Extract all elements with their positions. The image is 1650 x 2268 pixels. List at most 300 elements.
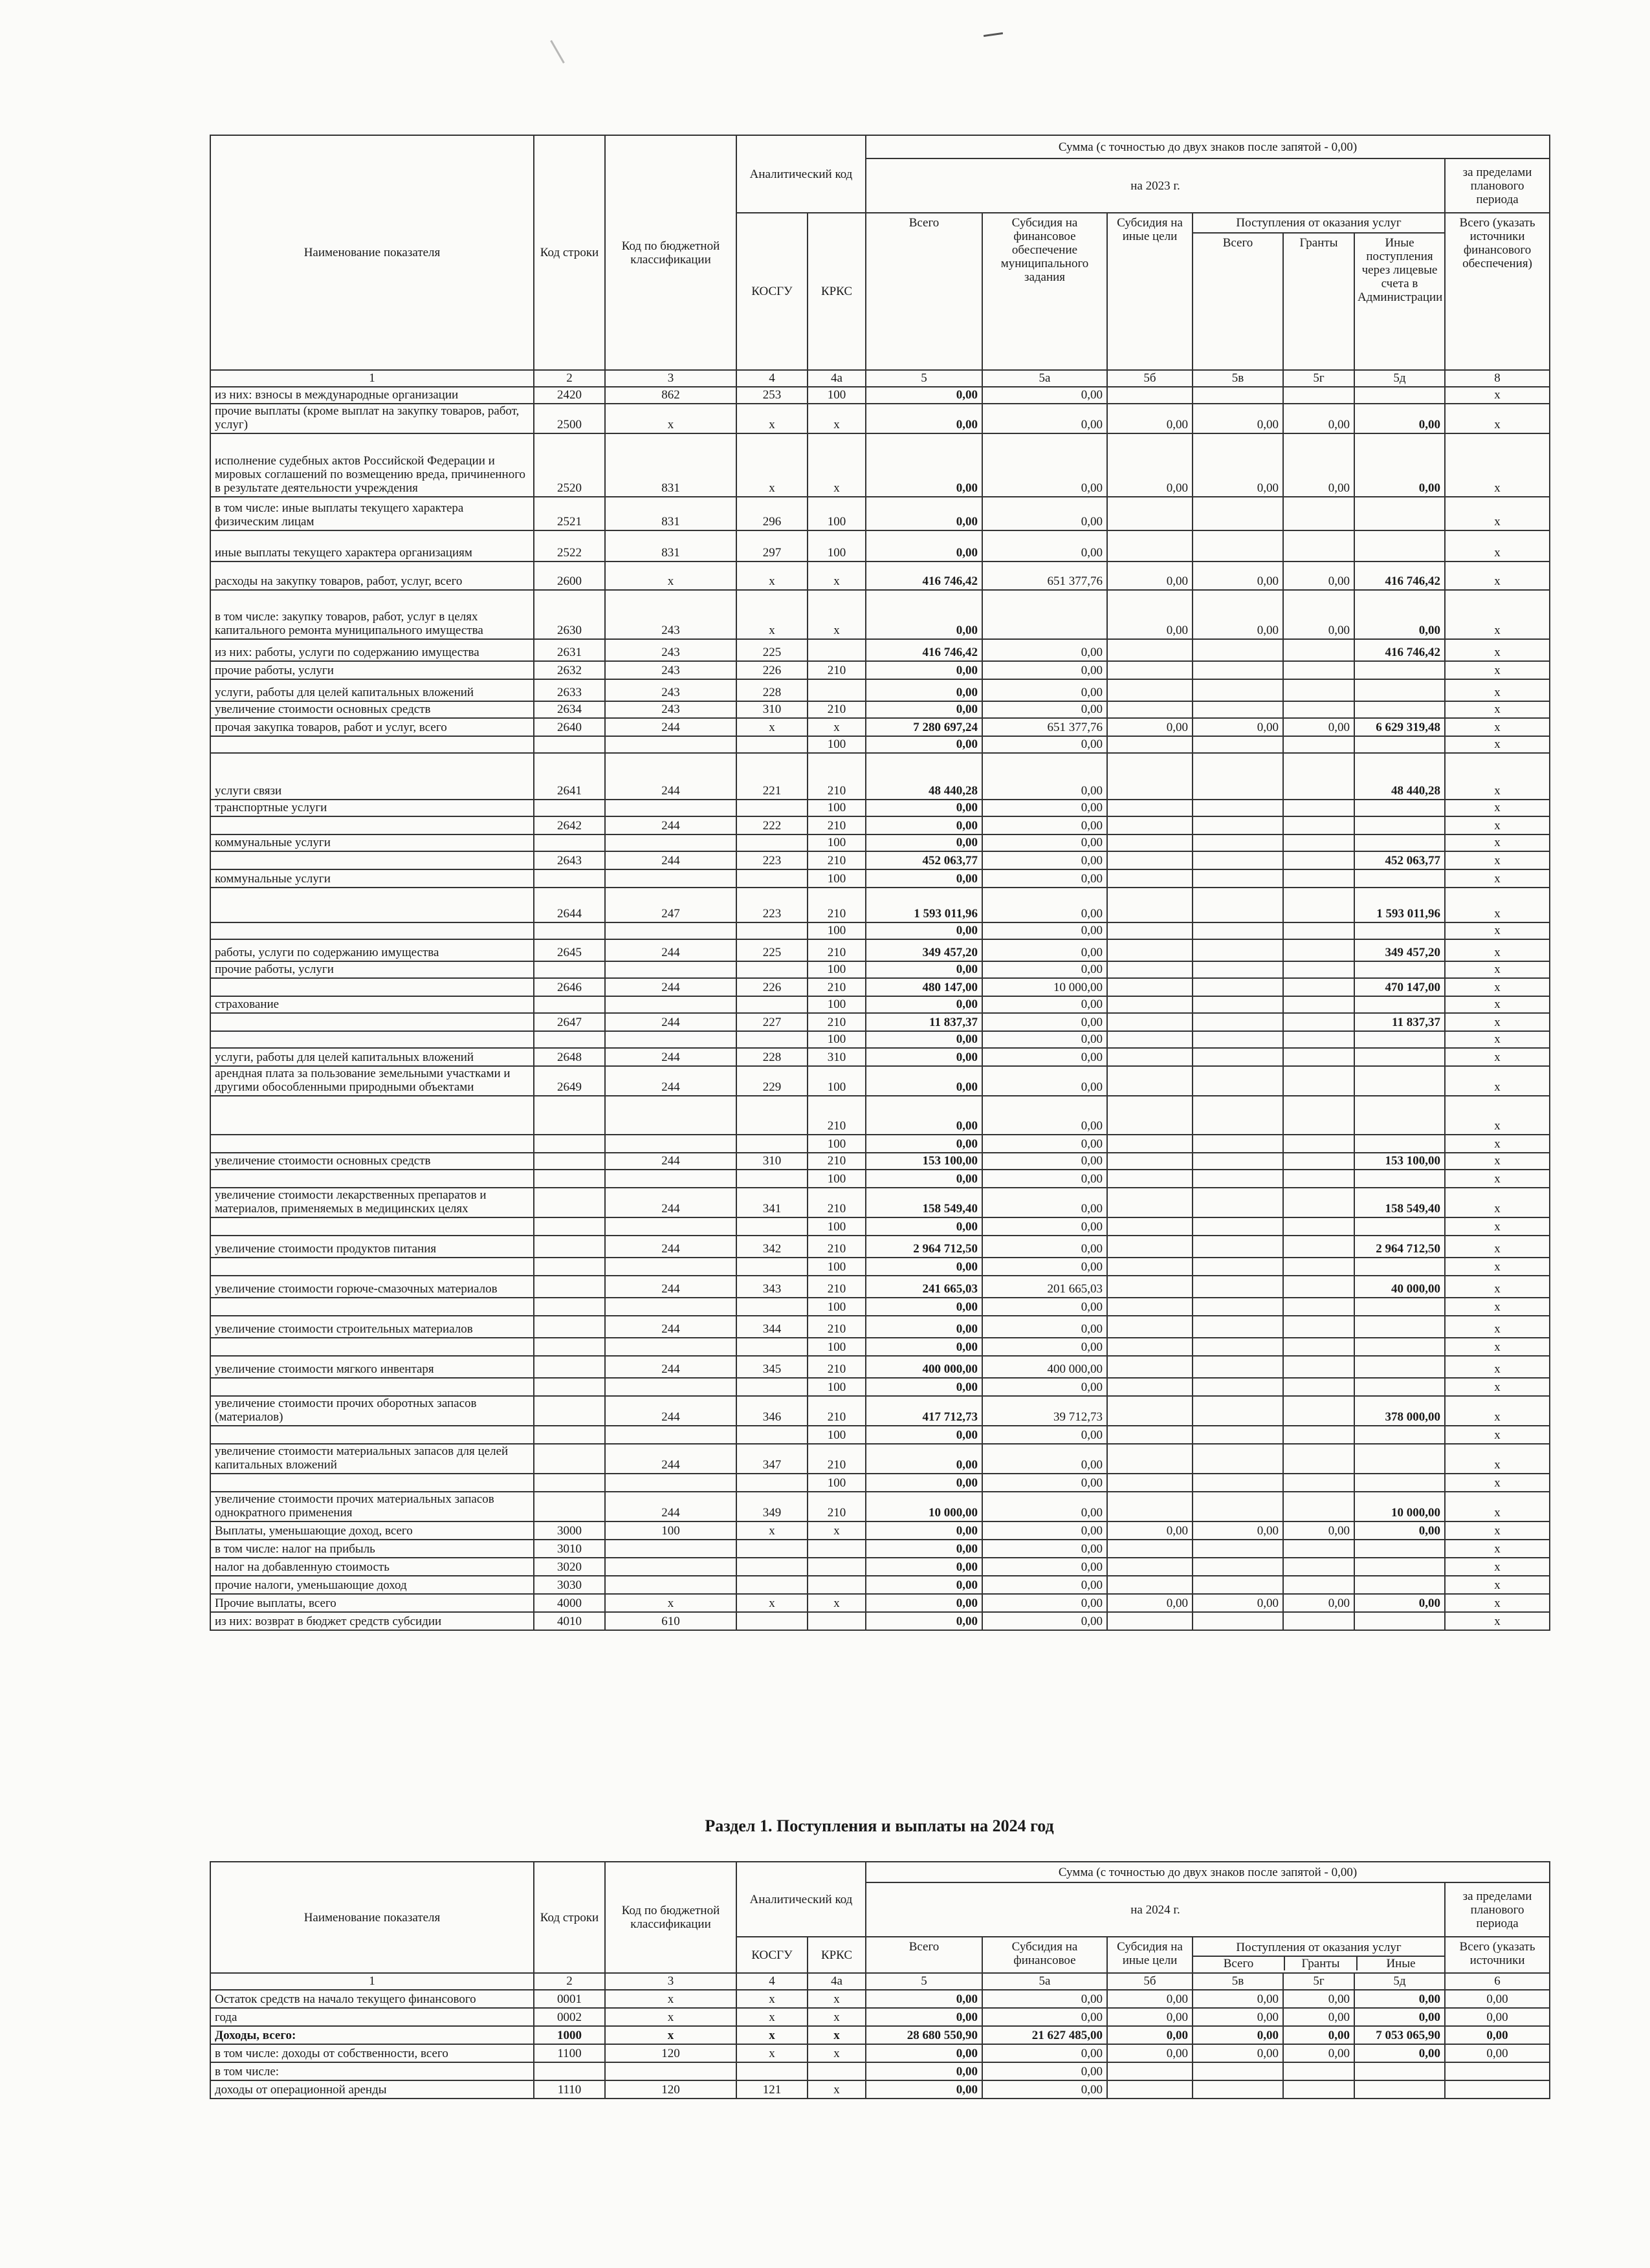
cell-beyond: x <box>1445 996 1550 1013</box>
cell-svc <box>1193 1612 1283 1630</box>
cell-other: 7 053 065,90 <box>1354 2026 1445 2044</box>
cell-beyond: x <box>1445 978 1550 996</box>
cell-sub-task <box>982 590 1107 639</box>
col-header-subsidy-other: Субсидия на иные цели <box>1107 213 1193 370</box>
cell-kosgu: 225 <box>736 939 808 961</box>
cell-beyond: x <box>1445 661 1550 679</box>
cell-budget: 244 <box>605 1356 736 1378</box>
cell-other: 452 063,77 <box>1354 851 1445 869</box>
cell-sub-task: 0,00 <box>982 2008 1107 2026</box>
cell-sub-task: 0,00 <box>982 939 1107 961</box>
cell-beyond: x <box>1445 1356 1550 1378</box>
cell-total: 1 593 011,96 <box>866 888 982 922</box>
cell-budget <box>605 800 736 816</box>
cell-grants <box>1283 939 1354 961</box>
cell-krks <box>808 679 866 701</box>
col-number-9: 5в <box>1193 370 1283 387</box>
cell-code <box>534 2062 605 2080</box>
cell-grants <box>1283 851 1354 869</box>
col-number-7: 5а <box>982 370 1107 387</box>
cell-svc <box>1193 851 1283 869</box>
table-row <box>210 1258 1550 1276</box>
cell-other <box>1354 1540 1445 1558</box>
cell-other <box>1354 736 1445 753</box>
cell-name: прочие работы, услуги <box>210 661 534 679</box>
cell-svc <box>1193 978 1283 996</box>
cell-sub-task: 0,00 <box>982 922 1107 939</box>
cell-budget <box>605 922 736 939</box>
cell-name <box>210 1031 534 1048</box>
cell-svc: 0,00 <box>1193 562 1283 590</box>
cell-kosgu: 228 <box>736 679 808 701</box>
cell-kosgu <box>736 1474 808 1492</box>
cell-code: 2649 <box>534 1066 605 1096</box>
cell-grants <box>1283 736 1354 753</box>
table-row <box>210 679 1550 701</box>
cell-budget: 243 <box>605 590 736 639</box>
cell-svc <box>1193 996 1283 1013</box>
cell-grants <box>1283 922 1354 939</box>
cell-other <box>1354 661 1445 679</box>
cell-name <box>210 736 534 753</box>
cell-kosgu <box>736 1298 808 1316</box>
cell-sub-task: 0,00 <box>982 1236 1107 1258</box>
cell-total: 0,00 <box>866 1338 982 1356</box>
cell-beyond: x <box>1445 1031 1550 1048</box>
col-number-2: 2 <box>534 370 605 387</box>
cell-krks: 100 <box>808 530 866 562</box>
cell-grants <box>1283 661 1354 679</box>
table-row <box>210 1558 1550 1576</box>
cell-other: 0,00 <box>1354 433 1445 497</box>
cell-beyond: 0,00 <box>1445 2044 1550 2062</box>
cell-kosgu: 222 <box>736 816 808 834</box>
cell-code <box>534 1236 605 1258</box>
cell-other: 349 457,20 <box>1354 939 1445 961</box>
cell-sub-other <box>1107 639 1193 661</box>
cell-krks: 210 <box>808 701 866 718</box>
cell-beyond: x <box>1445 590 1550 639</box>
cell-grants: 0,00 <box>1283 1521 1354 1540</box>
cell-svc <box>1193 661 1283 679</box>
cell-krks: 100 <box>808 1258 866 1276</box>
cell-code <box>534 1170 605 1188</box>
cell-code <box>534 736 605 753</box>
cell-budget: x <box>605 404 736 433</box>
cell-sub-task: 0,00 <box>982 530 1107 562</box>
cell-code: 2648 <box>534 1048 605 1066</box>
col-header-total-sources: Всего (указать источники финансового обеспечения) <box>1445 213 1550 370</box>
table-row <box>210 2044 1550 2062</box>
cell-sub-task: 0,00 <box>982 2044 1107 2062</box>
cell-svc: 0,00 <box>1193 718 1283 736</box>
cell-krks: 100 <box>808 1338 866 1356</box>
cell-svc: 0,00 <box>1193 1521 1283 1540</box>
cell-beyond: x <box>1445 1048 1550 1066</box>
cell-budget: 244 <box>605 851 736 869</box>
cell-other <box>1354 1558 1445 1576</box>
cell-kosgu: x <box>736 2044 808 2062</box>
cell-beyond: x <box>1445 1217 1550 1236</box>
cell-name: увеличение стоимости продуктов питания <box>210 1236 534 1258</box>
cell-sub-task: 0,00 <box>982 1153 1107 1170</box>
cell-sub-task: 0,00 <box>982 961 1107 978</box>
cell-sub-other: 0,00 <box>1107 1594 1193 1612</box>
cell-beyond: x <box>1445 433 1550 497</box>
cell-budget: 244 <box>605 1013 736 1031</box>
cell-name: из них: взносы в международные организации <box>210 387 534 404</box>
cell-budget: 244 <box>605 978 736 996</box>
cell-total: 0,00 <box>866 834 982 851</box>
cell-total: 0,00 <box>866 1474 982 1492</box>
cell-other: 416 746,42 <box>1354 639 1445 661</box>
table-row <box>210 2026 1550 2044</box>
cell-other <box>1354 922 1445 939</box>
cell-grants: 0,00 <box>1283 404 1354 433</box>
cell-grants <box>1283 1096 1354 1135</box>
cell-svc <box>1193 1258 1283 1276</box>
cell-budget: 831 <box>605 497 736 530</box>
cell-other: 0,00 <box>1354 2008 1445 2026</box>
cell-name: коммунальные услуги <box>210 834 534 851</box>
cell-sub-other <box>1107 1031 1193 1048</box>
col-header-services-group <box>1193 1937 1445 1973</box>
cell-kosgu: 229 <box>736 1066 808 1096</box>
cell-sub-task: 0,00 <box>982 387 1107 404</box>
cell-kosgu: 297 <box>736 530 808 562</box>
cell-sub-other <box>1107 661 1193 679</box>
cell-code: 1100 <box>534 2044 605 2062</box>
cell-sub-other <box>1107 1135 1193 1153</box>
cell-svc: 0,00 <box>1193 1990 1283 2008</box>
col-header-other-receipts: Иные <box>1386 1957 1416 1970</box>
cell-kosgu: x <box>736 2026 808 2044</box>
cell-kosgu <box>736 1558 808 1576</box>
cell-krks: x <box>808 2044 866 2062</box>
cell-budget <box>605 1258 736 1276</box>
table-row <box>210 1521 1550 1540</box>
cell-beyond: 0,00 <box>1445 2026 1550 2044</box>
cell-sub-other <box>1107 1066 1193 1096</box>
col-header-grants: Гранты <box>1283 233 1354 370</box>
cell-code: 2600 <box>534 562 605 590</box>
cell-total: 0,00 <box>866 1170 982 1188</box>
cell-grants <box>1283 1066 1354 1096</box>
cell-other: 2 964 712,50 <box>1354 1236 1445 1258</box>
cell-grants <box>1283 387 1354 404</box>
cell-total: 48 440,28 <box>866 753 982 800</box>
cell-sub-other <box>1107 888 1193 922</box>
cell-kosgu: 342 <box>736 1236 808 1258</box>
cell-code: 2631 <box>534 639 605 661</box>
cell-code <box>534 1276 605 1298</box>
cell-kosgu <box>736 1338 808 1356</box>
cell-grants <box>1283 816 1354 834</box>
cell-svc <box>1193 834 1283 851</box>
cell-total: 0,00 <box>866 1066 982 1096</box>
cell-budget: 247 <box>605 888 736 922</box>
cell-budget: x <box>605 1990 736 2008</box>
cell-sub-task: 0,00 <box>982 1540 1107 1558</box>
cell-name: исполнение судебных актов Российской Федерации и мировых соглашений по возмещению вреда, причиненного в результате деятельности учреждения <box>210 433 534 497</box>
table-row <box>210 939 1550 961</box>
cell-total: 0,00 <box>866 922 982 939</box>
cell-code <box>534 961 605 978</box>
cell-name <box>210 1013 534 1031</box>
cell-kosgu: 344 <box>736 1316 808 1338</box>
cell-other: 0,00 <box>1354 404 1445 433</box>
cell-grants: 0,00 <box>1283 590 1354 639</box>
cell-total: 0,00 <box>866 961 982 978</box>
cell-beyond: x <box>1445 1396 1550 1426</box>
cell-sub-task: 0,00 <box>982 1990 1107 2008</box>
cell-name: прочая закупка товаров, работ и услуг, всего <box>210 718 534 736</box>
cell-sub-other <box>1107 1013 1193 1031</box>
cell-name: услуги, работы для целей капитальных вложений <box>210 679 534 701</box>
cell-sub-task: 400 000,00 <box>982 1356 1107 1378</box>
table-row <box>210 1096 1550 1135</box>
cell-total: 0,00 <box>866 497 982 530</box>
cell-grants <box>1283 1612 1354 1630</box>
cell-grants: 0,00 <box>1283 1594 1354 1612</box>
cell-total: 0,00 <box>866 2044 982 2062</box>
cell-name: коммунальные услуги <box>210 869 534 888</box>
cell-other <box>1354 1356 1445 1378</box>
col-number-2: 2 <box>534 1973 605 1990</box>
cell-name <box>210 1170 534 1188</box>
cell-sub-other <box>1107 922 1193 939</box>
cell-total: 0,00 <box>866 1316 982 1338</box>
col-number-9: 5в <box>1193 1973 1283 1990</box>
cell-budget <box>605 1338 736 1356</box>
cell-other <box>1354 1338 1445 1356</box>
cell-grants <box>1283 1031 1354 1048</box>
cell-total: 0,00 <box>866 1612 982 1630</box>
cell-svc <box>1193 1066 1283 1096</box>
cell-sub-task: 0,00 <box>982 753 1107 800</box>
cell-svc: 0,00 <box>1193 404 1283 433</box>
cell-total: 0,00 <box>866 1990 982 2008</box>
cell-kosgu <box>736 834 808 851</box>
cell-krks: 100 <box>808 869 866 888</box>
cell-sub-task: 0,00 <box>982 1031 1107 1048</box>
cell-krks: 210 <box>808 816 866 834</box>
cell-code: 2522 <box>534 530 605 562</box>
cell-sub-other: 0,00 <box>1107 1990 1193 2008</box>
cell-code: 2420 <box>534 387 605 404</box>
cell-total: 416 746,42 <box>866 562 982 590</box>
cell-kosgu <box>736 1135 808 1153</box>
cell-sub-task: 0,00 <box>982 1426 1107 1444</box>
cell-total: 0,00 <box>866 387 982 404</box>
col-header-krks: КРКС <box>808 213 866 370</box>
cell-sub-other: 0,00 <box>1107 590 1193 639</box>
cell-code: 1110 <box>534 2080 605 2099</box>
cell-kosgu: 345 <box>736 1356 808 1378</box>
table-row <box>210 1474 1550 1492</box>
table-row <box>210 996 1550 1013</box>
cell-budget: 243 <box>605 701 736 718</box>
cell-budget: x <box>605 562 736 590</box>
cell-grants <box>1283 1444 1354 1474</box>
cell-svc <box>1193 1153 1283 1170</box>
cell-other: 6 629 319,48 <box>1354 718 1445 736</box>
cell-code <box>534 1338 605 1356</box>
cell-sub-task: 0,00 <box>982 1576 1107 1594</box>
cell-sub-task: 10 000,00 <box>982 978 1107 996</box>
cell-beyond: x <box>1445 497 1550 530</box>
cell-grants <box>1283 961 1354 978</box>
cell-sub-task: 0,00 <box>982 1444 1107 1474</box>
cell-kosgu: x <box>736 2008 808 2026</box>
cell-sub-task: 0,00 <box>982 851 1107 869</box>
cell-total: 0,00 <box>866 1031 982 1048</box>
cell-other <box>1354 679 1445 701</box>
cell-budget: 243 <box>605 679 736 701</box>
cell-code: 2521 <box>534 497 605 530</box>
cell-total: 0,00 <box>866 1558 982 1576</box>
cell-beyond: 0,00 <box>1445 1990 1550 2008</box>
cell-budget: 244 <box>605 1048 736 1066</box>
cell-sub-other <box>1107 736 1193 753</box>
cell-kosgu: x <box>736 1594 808 1612</box>
cell-sub-other <box>1107 2062 1193 2080</box>
cell-name <box>210 1258 534 1276</box>
cell-total: 0,00 <box>866 800 982 816</box>
cell-svc <box>1193 869 1283 888</box>
cell-grants <box>1283 1013 1354 1031</box>
cell-grants: 0,00 <box>1283 562 1354 590</box>
col-number-11: 5д <box>1354 1973 1445 1990</box>
cell-total: 0,00 <box>866 996 982 1013</box>
cell-other <box>1354 1217 1445 1236</box>
cell-other <box>1354 530 1445 562</box>
cell-name: увеличение стоимости прочих материальных запасов однократного применения <box>210 1492 534 1521</box>
cell-kosgu: x <box>736 404 808 433</box>
cell-beyond <box>1445 2062 1550 2080</box>
cell-sub-other <box>1107 1188 1193 1217</box>
cell-name: в том числе: иные выплаты текущего характера физическим лицам <box>210 497 534 530</box>
table-row <box>210 1170 1550 1188</box>
col-number-1: 1 <box>210 370 534 387</box>
cell-sub-other <box>1107 1612 1193 1630</box>
cell-code <box>534 1031 605 1048</box>
cell-code: 0002 <box>534 2008 605 2026</box>
cell-krks: x <box>808 1990 866 2008</box>
cell-beyond: x <box>1445 701 1550 718</box>
cell-name: в том числе: доходы от собственности, всего <box>210 2044 534 2062</box>
cell-other <box>1354 1474 1445 1492</box>
cell-kosgu <box>736 1540 808 1558</box>
cell-beyond: x <box>1445 961 1550 978</box>
cell-sub-other <box>1107 939 1193 961</box>
cell-krks: 210 <box>808 851 866 869</box>
cell-beyond: x <box>1445 800 1550 816</box>
cell-sub-task: 651 377,76 <box>982 718 1107 736</box>
cell-krks: 210 <box>808 1276 866 1298</box>
cell-sub-task: 0,00 <box>982 1170 1107 1188</box>
cell-budget: 831 <box>605 530 736 562</box>
cell-kosgu <box>736 922 808 939</box>
cell-sub-other <box>1107 851 1193 869</box>
cell-budget <box>605 1474 736 1492</box>
cell-grants <box>1283 888 1354 922</box>
cell-sub-task: 0,00 <box>982 1492 1107 1521</box>
cell-krks: 210 <box>808 1444 866 1474</box>
cell-name: транспортные услуги <box>210 800 534 816</box>
cell-sub-task: 0,00 <box>982 1013 1107 1031</box>
cell-kosgu: 349 <box>736 1492 808 1521</box>
cell-svc <box>1193 1426 1283 1444</box>
cell-code: 4010 <box>534 1612 605 1630</box>
cell-svc <box>1193 736 1283 753</box>
cell-total: 0,00 <box>866 2008 982 2026</box>
cell-total: 0,00 <box>866 1048 982 1066</box>
cell-svc <box>1193 800 1283 816</box>
cell-sub-task: 0,00 <box>982 701 1107 718</box>
cell-krks <box>808 1612 866 1630</box>
cell-total: 11 837,37 <box>866 1013 982 1031</box>
cell-budget: 244 <box>605 753 736 800</box>
table-row <box>210 1153 1550 1170</box>
cell-sub-other: 0,00 <box>1107 2026 1193 2044</box>
cell-name: налог на добавленную стоимость <box>210 1558 534 1576</box>
col-number-12: 6 <box>1445 1973 1550 1990</box>
cell-other: 10 000,00 <box>1354 1492 1445 1521</box>
cell-budget: 244 <box>605 1153 736 1170</box>
col-number-3: 3 <box>605 1973 736 1990</box>
col-header-kosgu: КОСГУ <box>736 213 808 370</box>
cell-sub-other <box>1107 1170 1193 1188</box>
col-number-6: 5 <box>866 1973 982 1990</box>
cell-sub-task: 0,00 <box>982 1135 1107 1153</box>
cell-total: 0,00 <box>866 736 982 753</box>
cell-code <box>534 1378 605 1396</box>
cell-code: 2632 <box>534 661 605 679</box>
cell-grants <box>1283 679 1354 701</box>
cell-beyond: x <box>1445 851 1550 869</box>
cell-sub-task: 21 627 485,00 <box>982 2026 1107 2044</box>
cell-budget: x <box>605 2026 736 2044</box>
cell-code: 4000 <box>534 1594 605 1612</box>
cell-budget: 244 <box>605 1066 736 1096</box>
cell-kosgu: x <box>736 1521 808 1540</box>
cell-grants <box>1283 1492 1354 1521</box>
cell-name: прочие работы, услуги <box>210 961 534 978</box>
cell-krks: 100 <box>808 1426 866 1444</box>
cell-svc <box>1193 530 1283 562</box>
table-row <box>210 851 1550 869</box>
table-row <box>210 2080 1550 2099</box>
cell-name: услуги связи <box>210 753 534 800</box>
cell-budget: 610 <box>605 1612 736 1630</box>
cell-svc <box>1193 1236 1283 1258</box>
cell-kosgu <box>736 996 808 1013</box>
cell-grants <box>1283 639 1354 661</box>
cell-sub-task: 201 665,03 <box>982 1276 1107 1298</box>
cell-sub-task: 0,00 <box>982 497 1107 530</box>
cell-name: расходы на закупку товаров, работ, услуг, всего <box>210 562 534 590</box>
cell-sub-task: 0,00 <box>982 1188 1107 1217</box>
table-2023 <box>210 135 1550 1631</box>
cell-kosgu <box>736 869 808 888</box>
cell-sub-other <box>1107 800 1193 816</box>
cell-total: 0,00 <box>866 1594 982 1612</box>
cell-sub-other <box>1107 1444 1193 1474</box>
cell-kosgu: 225 <box>736 639 808 661</box>
cell-kosgu: 223 <box>736 888 808 922</box>
cell-other <box>1354 1576 1445 1594</box>
